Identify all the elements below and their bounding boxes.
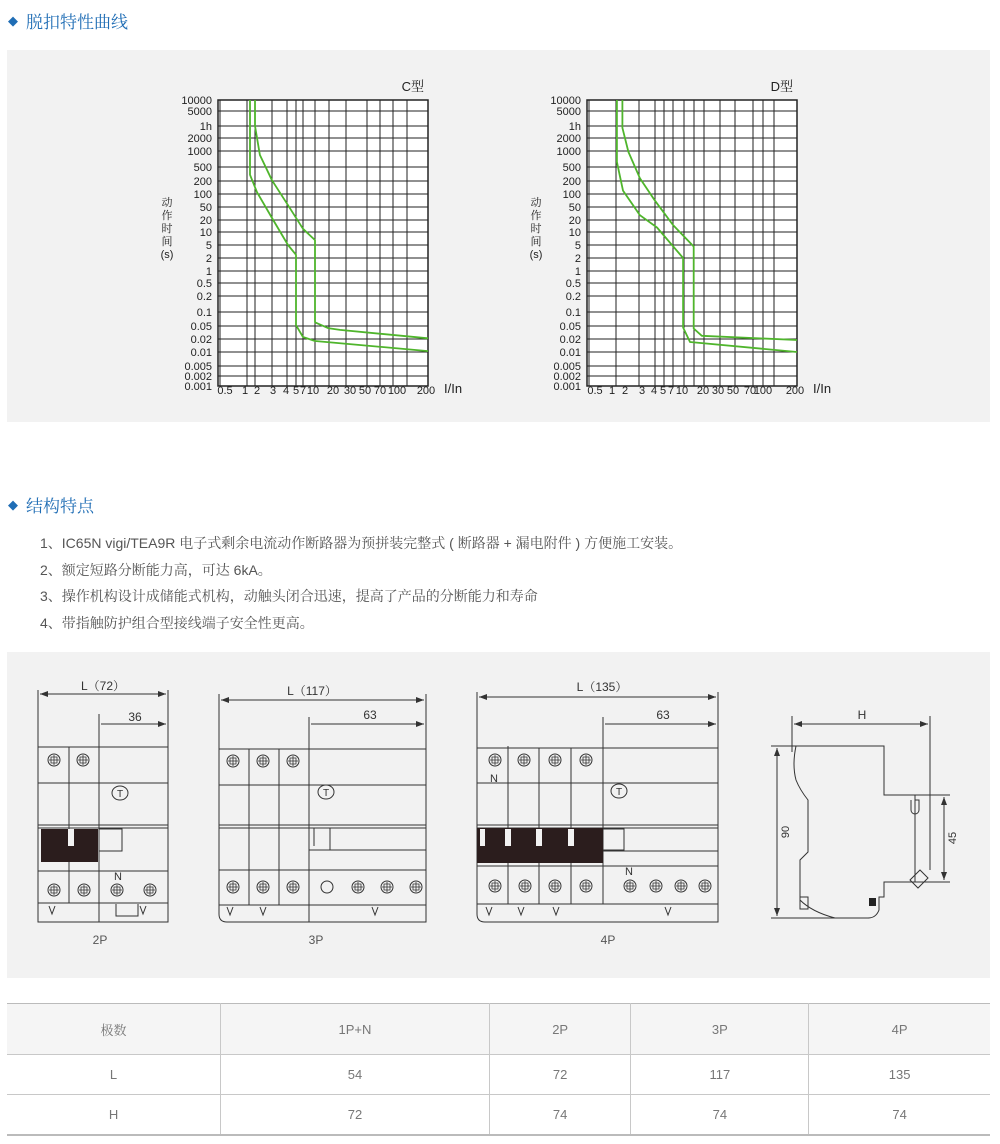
- dim-length-3p: L（117）: [287, 684, 337, 698]
- x-tick-label: 3: [638, 385, 646, 397]
- x-tick-label: 4: [282, 385, 290, 397]
- y-tick-label: 0.005: [553, 361, 581, 373]
- x-tick-label: 2: [621, 385, 629, 397]
- dim-length-2p: L（72）: [80, 679, 126, 693]
- screw-cross-icon: [519, 755, 529, 765]
- x-axis-label: I/In: [813, 381, 832, 396]
- screw-cross-icon: [145, 885, 155, 895]
- screw-cross-icon: [581, 755, 591, 765]
- y-tick-label: 0.02: [559, 334, 581, 346]
- screw-cross-icon: [490, 881, 500, 891]
- y-tick-label: 10000: [550, 95, 581, 107]
- y-tick-label: 1h: [199, 121, 212, 133]
- y-axis-label: (s): [529, 249, 543, 261]
- screw-cross-icon: [78, 755, 88, 765]
- screw-cross-icon: [228, 756, 238, 766]
- caption-2p: 2P: [92, 933, 108, 947]
- x-tick-label: 50: [726, 385, 740, 397]
- x-tick-label: 4: [650, 385, 658, 397]
- chart-c: [161, 79, 462, 397]
- structure-section-title: ◆ 结构特点: [8, 496, 94, 516]
- dimensions-table: [7, 1003, 990, 1136]
- y-tick-label: 10: [568, 227, 581, 239]
- y-axis-label: 时: [530, 223, 542, 235]
- dimension-diagrams: [0, 652, 1000, 978]
- screw-cross-icon: [353, 882, 363, 892]
- screw-cross-icon: [79, 885, 89, 895]
- test-button-label: T: [322, 788, 330, 799]
- x-tick-label: 30: [711, 385, 725, 397]
- screw-cross-icon: [651, 881, 661, 891]
- y-tick-label: 1000: [556, 146, 581, 158]
- y-axis-label: 间: [161, 236, 173, 248]
- x-tick-label: 0.5: [587, 385, 603, 397]
- y-tick-label: 2000: [187, 133, 212, 145]
- screw-cross-icon: [700, 881, 710, 891]
- diagram-2p: [38, 679, 168, 947]
- table-cell: H: [7, 1095, 221, 1136]
- x-tick-label: 2: [253, 385, 261, 397]
- x-tick-label: 20: [326, 385, 340, 397]
- y-axis-label: 间: [530, 236, 542, 248]
- y-tick-label: 2: [574, 253, 581, 265]
- y-tick-label: 5: [574, 240, 581, 252]
- feature-item: 1、IC65N vigi/TEA9R 电子式剩余电流动作断路器为预拼装完整式 ( 断路器 + 漏电附件 ) 方便施工安装。: [40, 535, 683, 551]
- feature-item: 2、额定短路分断能力高，可达 6kA。: [40, 561, 272, 578]
- screw-cross-icon: [411, 882, 421, 892]
- y-tick-label: 0.002: [184, 371, 212, 383]
- chart-title: D型: [770, 79, 793, 94]
- dim-total-90: 90: [780, 825, 792, 839]
- y-tick-label: 0.1: [196, 307, 212, 319]
- screw-cross-icon: [490, 755, 500, 765]
- y-tick-label: 20: [568, 215, 581, 227]
- y-tick-label: 0.02: [190, 334, 212, 346]
- y-tick-label: 10: [199, 227, 212, 239]
- y-axis-label: 动: [530, 197, 542, 209]
- caption-3p: 3P: [308, 933, 324, 947]
- diagram-3p: [219, 684, 426, 947]
- table-header-row: [7, 1004, 990, 1055]
- y-tick-label: 0.05: [190, 321, 212, 333]
- y-tick-label: 100: [193, 189, 212, 201]
- screw-cross-icon: [49, 755, 59, 765]
- x-tick-label: 100: [753, 385, 773, 397]
- table-cell: 54: [221, 1055, 490, 1095]
- x-tick-label: 5: [292, 385, 300, 397]
- table-header-cell: 极数: [7, 1004, 221, 1055]
- y-tick-label: 0.001: [553, 381, 581, 393]
- feature-list: [40, 532, 682, 638]
- y-tick-label: 1: [574, 266, 581, 278]
- y-tick-label: 0.001: [184, 381, 212, 393]
- y-axis-label: (s): [160, 249, 174, 261]
- x-tick-label: 50: [358, 385, 372, 397]
- x-tick-label: 100: [387, 385, 407, 397]
- test-button-label: T: [615, 787, 623, 798]
- y-tick-label: 20: [199, 215, 212, 227]
- screw-cross-icon: [228, 882, 238, 892]
- table-header-cell: 4P: [809, 1004, 990, 1055]
- dim-offset-3p: 63: [363, 708, 377, 722]
- x-tick-label: 3: [269, 385, 277, 397]
- diagram-side-view: [771, 708, 959, 918]
- table-cell: 135: [809, 1055, 990, 1095]
- screw-cross-icon: [382, 882, 392, 892]
- y-tick-label: 50: [199, 202, 212, 214]
- screw-cross-icon: [258, 882, 268, 892]
- x-tick-label: 10: [306, 385, 320, 397]
- y-tick-label: 2000: [556, 133, 581, 145]
- dim-height-h: H: [857, 708, 867, 722]
- dim-length-4p: L（135）: [576, 680, 628, 694]
- table-row: [7, 1095, 990, 1136]
- table-cell: 117: [631, 1055, 809, 1095]
- screw-cross-icon: [625, 881, 635, 891]
- y-tick-label: 0.01: [559, 347, 581, 359]
- screw-cross-icon: [581, 881, 591, 891]
- screw-cross-icon: [112, 885, 122, 895]
- y-tick-label: 0.002: [553, 371, 581, 383]
- table-header-cell: 2P: [489, 1004, 631, 1055]
- table-header-cell: 3P: [631, 1004, 809, 1055]
- y-axis-label: 作: [161, 210, 173, 222]
- dim-half-45: 45: [947, 831, 959, 845]
- x-tick-label: 1: [241, 385, 249, 397]
- x-tick-label: 200: [416, 385, 436, 397]
- screw-cross-icon: [676, 881, 686, 891]
- table-cell: 74: [489, 1095, 631, 1136]
- y-tick-label: 0.005: [184, 361, 212, 373]
- neutral-label: N: [625, 866, 633, 878]
- plot-area: [587, 100, 797, 386]
- y-tick-label: 10000: [181, 95, 212, 107]
- diamond-icon: ◆: [8, 496, 18, 512]
- y-tick-label: 0.2: [196, 291, 212, 303]
- x-tick-label: 0.5: [217, 385, 233, 397]
- screw-cross-icon: [550, 755, 560, 765]
- y-tick-label: 1000: [187, 146, 212, 158]
- x-tick-label: 7: [299, 385, 307, 397]
- x-tick-label: 10: [675, 385, 689, 397]
- curves-section-title: ◆ 脱扣特性曲线: [8, 12, 128, 32]
- y-tick-label: 0.5: [565, 278, 581, 290]
- y-axis-label: 作: [530, 210, 542, 222]
- y-axis-label: 动: [161, 197, 173, 209]
- x-tick-label: 7: [667, 385, 675, 397]
- screw-cross-icon: [288, 882, 298, 892]
- diamond-icon: ◆: [8, 12, 18, 28]
- caption-4p: 4P: [600, 933, 616, 947]
- neutral-label: N: [114, 871, 122, 883]
- test-button-label: T: [116, 789, 124, 800]
- table-cell: 74: [631, 1095, 809, 1136]
- y-tick-label: 500: [562, 162, 581, 174]
- y-tick-label: 0.5: [196, 278, 212, 290]
- y-tick-label: 1: [205, 266, 212, 278]
- y-tick-label: 200: [193, 176, 212, 188]
- table-header-cell: 1P+N: [221, 1004, 490, 1055]
- trip-curve-charts: [0, 0, 1000, 430]
- table-cell: 72: [221, 1095, 490, 1136]
- y-tick-label: 0.2: [565, 291, 581, 303]
- y-tick-label: 5: [205, 240, 212, 252]
- x-tick-label: 20: [696, 385, 710, 397]
- screw-cross-icon: [550, 881, 560, 891]
- x-tick-label: 200: [785, 385, 805, 397]
- y-tick-label: 100: [562, 189, 581, 201]
- neutral-label: N: [490, 773, 498, 785]
- y-tick-label: 50: [568, 202, 581, 214]
- y-tick-label: 200: [562, 176, 581, 188]
- table-cell: 74: [809, 1095, 990, 1136]
- y-tick-label: 0.05: [559, 321, 581, 333]
- y-tick-label: 0.01: [190, 347, 212, 359]
- x-axis-label: I/In: [444, 381, 463, 396]
- feature-item: 3、操作机构设计成储能式机构，动触头闭合迅速，提高了产品的分断能力和寿命: [40, 588, 538, 604]
- y-tick-label: 0.1: [565, 307, 581, 319]
- screw-cross-icon: [288, 756, 298, 766]
- x-tick-label: 1: [608, 385, 616, 397]
- x-tick-label: 5: [659, 385, 667, 397]
- x-tick-label: 70: [373, 385, 387, 397]
- diagram-4p: [477, 680, 718, 947]
- dim-offset-4p: 63: [656, 708, 670, 722]
- x-tick-label: 70: [743, 385, 757, 397]
- screw-cross-icon: [49, 885, 59, 895]
- y-axis-label: 时: [161, 223, 173, 235]
- y-tick-label: 5000: [187, 106, 212, 118]
- chart-title: C型: [401, 79, 424, 94]
- y-tick-label: 1h: [568, 121, 581, 133]
- feature-item: 4、带指触防护组合型接线端子安全性更高。: [40, 614, 314, 631]
- y-tick-label: 500: [193, 162, 212, 174]
- table-cell: L: [7, 1055, 221, 1095]
- dim-offset-2p: 36: [128, 710, 142, 724]
- y-tick-label: 2: [205, 253, 212, 265]
- table-row: [7, 1055, 990, 1095]
- chart-d: [530, 79, 831, 397]
- x-tick-label: 30: [343, 385, 357, 397]
- table-cell: 72: [489, 1055, 631, 1095]
- screw-cross-icon: [520, 881, 530, 891]
- screw-cross-icon: [258, 756, 268, 766]
- y-tick-label: 5000: [556, 106, 581, 118]
